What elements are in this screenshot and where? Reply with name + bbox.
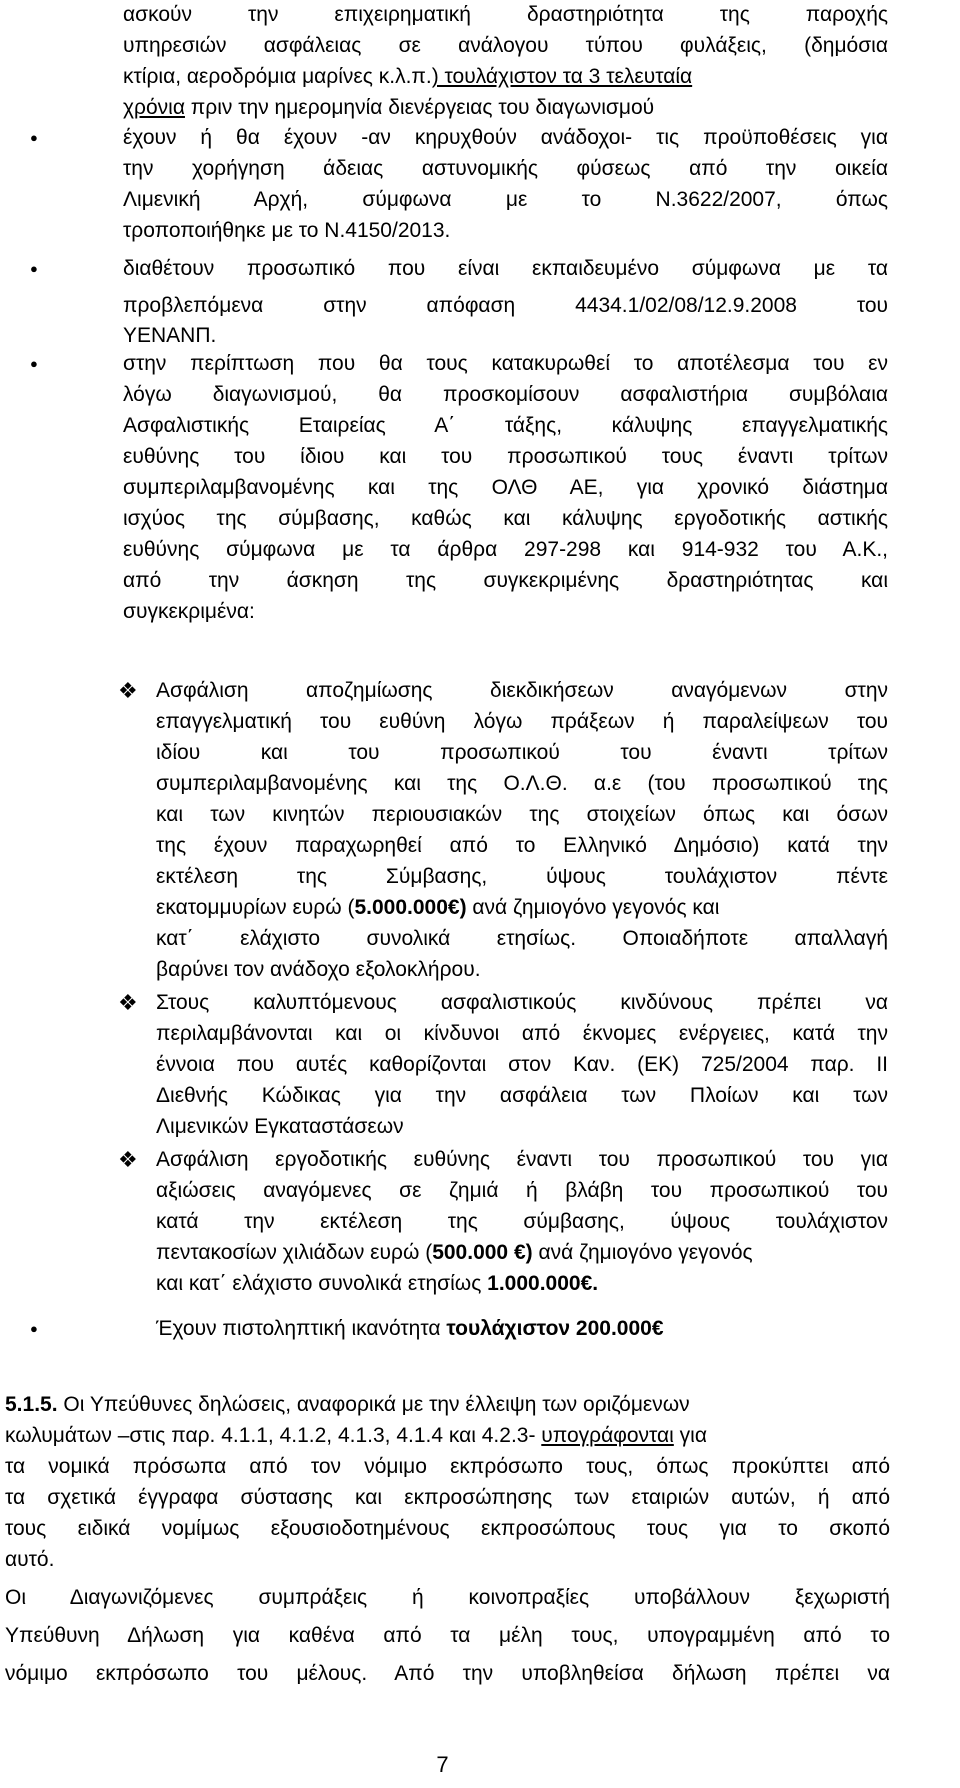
text-line: ιδίου και του προσωπικού του έναντι τρίτων [156, 741, 888, 764]
text-line: προβλεπόμενα στην απόφαση 4434.1/02/08/12.9.2008 του [123, 294, 888, 317]
text-line: τα σχετικά έγγραφα σύστασης και εκπροσώπησης των εταιριών αυτών, ή από [5, 1486, 890, 1509]
text-line: Στους καλυπτόμενους ασφαλιστικούς κινδύνους πρέπει να [156, 991, 888, 1014]
text-line: αυτό. [5, 1548, 55, 1571]
text-line: συμπεριλαμβανομένης και της Ο.Λ.Θ. α.ε (του προσωπικού της [156, 772, 888, 795]
text-segment: για [673, 1424, 707, 1447]
bullet-dot-icon: ● [30, 130, 38, 145]
text-line [5, 1392, 690, 1418]
text-line: έχουν ή θα έχουν -αν κηρυχθούν ανάδοχοι- τις προϋποθέσεις για [123, 126, 888, 149]
page-number: 7 [436, 1752, 449, 1777]
text-line: έννοια που αυτές καθορίζονται στον Καν. (ΕΚ) 725/2004 παρ. ΙΙ [156, 1053, 888, 1076]
text-line: στην περίπτωση που θα τους κατακυρωθεί το αποτέλεσμα του εν [123, 352, 888, 375]
text-line: τα νομικά πρόσωπα από τον νόμιμο εκπρόσωπο τους, όπως προκύπτει από [5, 1455, 890, 1478]
text-line: υπηρεσιών ασφάλειας σε ανάλογου τύπου φυλάξεις, (δημόσια [123, 34, 888, 57]
diamond-bullet-icon: ❖ [118, 1147, 138, 1172]
diamond-bullet-icon: ❖ [118, 990, 138, 1015]
text-line: την χορήγηση άδειας αστυνομικής φύσεως από την οικεία [123, 157, 888, 180]
text-line: ισχύος της σύμβασης, καθώς και κάλυψης εργοδοτικής αστικής [123, 507, 888, 530]
text-line: διαθέτουν προσωπικό που είναι εκπαιδευμένο σύμφωνα με τα [123, 257, 888, 280]
text-line: ασκούν την επιχειρηματική δραστηριότητα της παροχής [123, 3, 888, 26]
bullet-dot-icon: ● [30, 261, 38, 276]
text-line: Διεθνής Κώδικας για την ασφάλεια των Πλοίων και των [156, 1084, 888, 1107]
bullet-dot-icon: ● [30, 356, 38, 371]
text-line: Λιμενικών Εγκαταστάσεων [156, 1115, 404, 1138]
text-line: βαρύνει τον ανάδοχο εξολοκλήρου. [156, 958, 481, 981]
text-line: αξιώσεις αναγόμενες σε ζημιά ή βλάβη του προσωπικού του [156, 1179, 888, 1202]
diamond-bullet-icon: ❖ [118, 678, 138, 703]
text-line: συγκεκριμένα: [123, 600, 255, 623]
text-segment: πεντακοσίων χιλιάδων ευρώ ( [156, 1241, 433, 1264]
bullet-dot-icon: ● [30, 1321, 38, 1336]
text-segment: κωλυμάτων –στις παρ. 4.1.1, 4.1.2, 4.1.3, 4.1.4 και 4.2.3- [5, 1424, 542, 1447]
text-line: Οι Διαγωνιζόμενες συμπράξεις ή κοινοπραξίες υποβάλλουν ξεχωριστή [5, 1586, 890, 1609]
underlined-text: χρόνια [123, 96, 185, 119]
text-line: Ασφάλιση αποζημίωσης διεκδικήσεων αναγόμενων στην [156, 679, 888, 702]
text-segment: εκατομμυρίων ευρώ ( [156, 896, 355, 919]
text-line: Λιμενική Αρχή, σύμφωνα με το Ν.3622/2007, όπως [123, 188, 888, 211]
text-line: από την άσκηση της συγκεκριμένης δραστηριότητας και [123, 569, 888, 592]
text-line: κατά την εκτέλεση της σύμβασης, ύψους τουλάχιστον [156, 1210, 888, 1233]
text-line: και των κινητών περιουσιακών της στοιχείων όπως και όσων [156, 803, 888, 826]
section-number: 5.1.5. [5, 1393, 58, 1416]
text-line: επαγγελματική του ευθύνη λόγω πράξεων ή παραλείψεων του [156, 710, 888, 733]
text-line [156, 1316, 664, 1342]
underlined-text: υπογράφονται [541, 1424, 674, 1447]
text-segment: Έχουν πιστοληπτική ικανότητα [156, 1317, 447, 1340]
text-segment: ανά ζημιογόνο γεγονός και [466, 896, 720, 919]
text-line: νόμιμο εκπρόσωπο του μέλους. Από την υποβληθείσα δήλωση πρέπει να [5, 1662, 890, 1685]
text-line [123, 95, 654, 121]
text-line [5, 1423, 707, 1449]
text-line: Ασφάλιση εργοδοτικής ευθύνης έναντι του προσωπικού του για [156, 1148, 888, 1171]
text-line [156, 1240, 753, 1266]
text-line: ευθύνης του ίδιου και του προσωπικού τους έναντι τρίτων [123, 445, 888, 468]
text-line: κατ΄ ελάχιστο συνολικά ετησίως. Οποιαδήποτε απαλλαγή [156, 927, 888, 950]
bold-amount: 500.000 €) [432, 1241, 533, 1264]
text-line [156, 895, 888, 921]
text-line: περιλαμβάνονται και οι κίνδυνοι από έκνομες ενέργειες, κατά την [156, 1022, 888, 1045]
underlined-text: ) τουλάχιστον τα 3 τελευταία [431, 65, 693, 88]
text-segment: ανά ζημιογόνο γεγονός [532, 1241, 753, 1264]
text-line: εκτέλεση της Σύμβασης, ύψους τουλάχιστον πέντε [156, 865, 888, 888]
text-line: συμπεριλαμβανομένης και της ΟΛΘ ΑΕ, για χρονικό διάστημα [123, 476, 888, 499]
text-segment: Οι Υπεύθυνες δηλώσεις, αναφορικά με την έλλειψη των οριζόμενων [57, 1393, 690, 1416]
text-line: τροποποιήθηκε με το Ν.4150/2013. [123, 219, 451, 242]
bold-amount: 5.000.000€) [354, 896, 467, 919]
text-segment: πριν την ημερομηνία διενέργειας του διαγωνισμού [184, 96, 655, 119]
text-line: λόγω διαγωνισμού, θα προσκομίσουν ασφαλιστήρια συμβόλαια [123, 383, 888, 406]
text-line [123, 64, 692, 90]
bold-amount: τουλάχιστον 200.000€ [446, 1317, 664, 1340]
text-segment: και κατ΄ ελάχιστο συνολικά ετησίως [156, 1272, 488, 1295]
text-line [156, 1271, 598, 1297]
text-line: ΥΕΝΑΝΠ. [123, 324, 217, 347]
bold-amount: 1.000.000€. [487, 1272, 599, 1295]
text-line: Υπεύθυνη Δήλωση για καθένα από τα μέλη τους, υπογραμμένη από το [5, 1624, 890, 1647]
text-line: τους ειδικά νομίμως εξουσιοδοτημένους εκπροσώπους τους για το σκοπό [5, 1517, 890, 1540]
text-line: της έχουν παραχωρηθεί από το Ελληνικό Δημόσιο) κατά την [156, 834, 888, 857]
text-line: Ασφαλιστικής Εταιρείας Α΄ τάξης, κάλυψης επαγγελματικής [123, 414, 888, 437]
text-line: ευθύνης σύμφωνα με τα άρθρα 297-298 και 914-932 του Α.Κ., [123, 538, 888, 561]
text-segment: κτίρια, αεροδρόμια μαρίνες κ.λ.π. [123, 65, 432, 88]
